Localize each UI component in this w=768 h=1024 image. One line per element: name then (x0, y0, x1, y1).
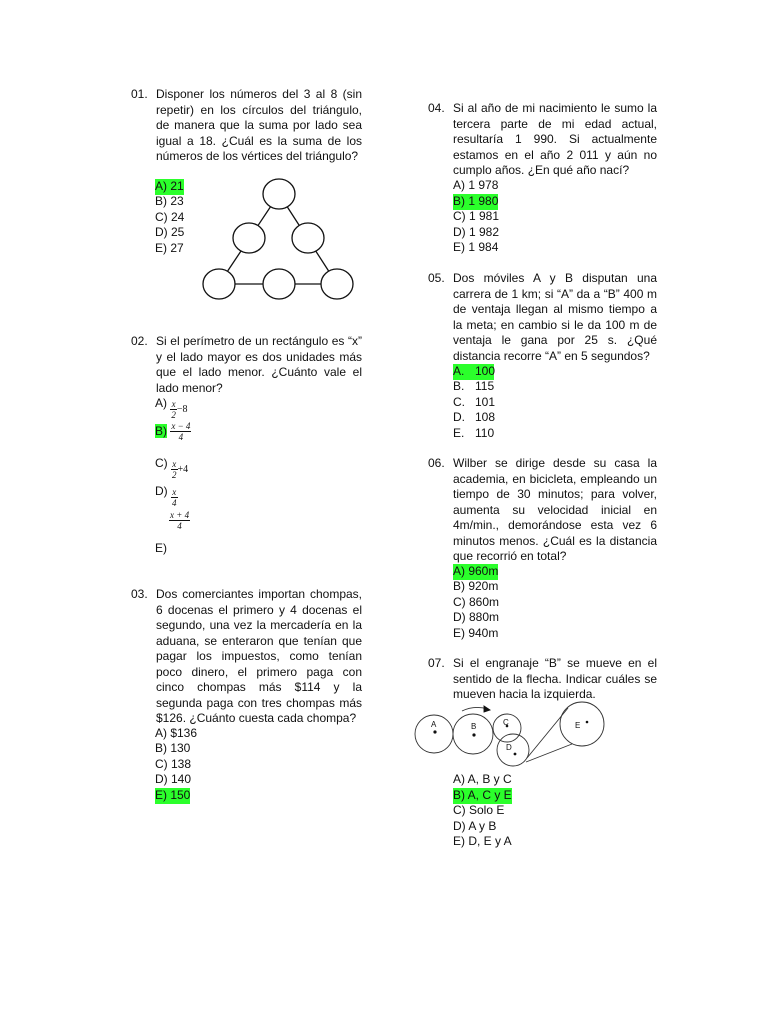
option-a[interactable] (453, 364, 494, 380)
option-d[interactable]: D) 25 (155, 225, 185, 239)
option-c[interactable]: C) 24 (155, 210, 185, 224)
fraction-numerator: x (171, 399, 176, 409)
question-number: 01. (131, 87, 148, 101)
option-expression (170, 399, 187, 420)
circle-bottom-right (321, 269, 353, 299)
question-text: Disponer los números del 3 al 8 (sin repetir) en los círculos del triángulo, de manera que la suma por lado sea igual a 18. ¿Cuál es la suma de los números de los vértices del triángulo? (156, 87, 362, 163)
question-number: 03. (131, 587, 148, 601)
question-5 (428, 271, 660, 365)
fraction-denominator: 2 (171, 410, 176, 420)
option-value: 115 (475, 379, 495, 393)
option-e[interactable]: E) 1 984 (453, 240, 499, 254)
option-c[interactable] (155, 456, 188, 480)
option-label: A) (155, 396, 167, 411)
option-b[interactable]: B) 920m (453, 579, 499, 593)
fraction-numerator: x − 4 (171, 421, 191, 431)
question-number: 07. (428, 656, 445, 670)
fraction-numerator: x (172, 459, 177, 469)
option-label: D) (155, 484, 168, 499)
gear-label-a: A (431, 720, 437, 729)
question-2 (131, 334, 363, 396)
option-label: C) (155, 456, 168, 471)
option-a[interactable]: A) A, B y C (453, 772, 512, 786)
question-7 (428, 656, 660, 704)
option-d[interactable] (155, 484, 178, 508)
option-a[interactable]: A) 960m (453, 564, 499, 578)
option-value: 108 (475, 410, 496, 424)
option-value: 110 (475, 426, 495, 440)
question-1 (131, 87, 363, 177)
option-label: E) (155, 541, 167, 555)
question-6 (428, 456, 660, 564)
option-b[interactable]: B) 23 (155, 194, 184, 208)
option-c[interactable]: C) 1 981 (453, 209, 500, 223)
question-text: Dos móviles A y B disputan una carrera de 1 km; si “A” da a “B” 400 m de ventaja llegan al mismo tiempo a la meta; en cambio si le da 100 m de ventaja le gana por 25 s. ¿Qué distancia recorre “A” en 5 segundos? (453, 271, 657, 363)
option-expression (169, 510, 190, 531)
question-number: 04. (428, 101, 445, 115)
gear-e (560, 702, 604, 746)
circle-top (263, 179, 295, 209)
option-label: B. (453, 379, 465, 393)
question-text: Wilber se dirige desde su casa la academia, en bicicleta, empleando un tiempo de 30 minutos; para volver, aumenta su velocidad inicial en 4m/min., demorándose esta vez 6 minutos menos. ¿Cuál es la distancia que recorrió en total? (453, 456, 657, 563)
question-3 (131, 587, 363, 727)
question-number: 02. (131, 334, 148, 348)
option-a[interactable]: A) $136 (155, 726, 198, 740)
option-d[interactable]: D) 1 982 (453, 225, 500, 239)
option-label: C. (453, 395, 465, 409)
circle-bottom-mid (263, 269, 295, 299)
gear-label-e: E (575, 721, 581, 730)
option-label: E. (453, 426, 465, 440)
fraction-denominator: 4 (172, 498, 177, 508)
option-b[interactable]: B) 130 (155, 741, 191, 755)
option-c[interactable]: C) 860m (453, 595, 500, 609)
fraction-numerator: x + 4 (170, 510, 190, 520)
option-e[interactable]: E) 940m (453, 626, 499, 640)
option-label: D. (453, 410, 465, 424)
fraction-denominator: 2 (172, 470, 177, 480)
gear-label-c: C (503, 718, 509, 727)
option-b[interactable] (453, 379, 495, 395)
question-4 (428, 101, 660, 179)
option-b[interactable]: B) 1 980 (453, 194, 499, 208)
option-e[interactable]: E) 150 (155, 788, 191, 802)
circle-left-mid (233, 223, 265, 253)
option-d[interactable]: D) 880m (453, 610, 500, 624)
gears-figure (414, 700, 614, 772)
option-expression (171, 487, 178, 508)
question-text: Si el perímetro de un rectángulo es “x” y el lado mayor es dos unidades más que el lado menor. ¿Cuánto vale el lado menor? (156, 334, 362, 395)
option-value: 100 (475, 364, 496, 378)
option-a[interactable]: A) 1 978 (453, 178, 499, 192)
fraction-suffix: +4 (177, 463, 189, 475)
question-text: Dos comerciantes importan chompas, 6 docenas el primero y 4 docenas el segundo, una vez la mercadería en la aduana, se enteraron que tenían que pagar los impuestos, como tenían poco dinero, el primero paga con cinco chompas más $114 y la segunda paga con tres chompas más $126. ¿Cuánto cuesta cada chompa? (156, 587, 362, 725)
option-b[interactable]: B) A, C y E (453, 788, 512, 802)
fraction-suffix: −8 (176, 403, 188, 415)
fraction-denominator: 4 (178, 432, 184, 442)
option-value: 101 (475, 395, 496, 409)
option-e[interactable] (453, 426, 495, 442)
question-number: 05. (428, 271, 445, 285)
option-a[interactable]: A) 21 (155, 179, 184, 193)
option-a[interactable] (155, 396, 187, 420)
option-expression (170, 421, 191, 442)
option-label: A. (453, 364, 465, 378)
circle-right-mid (292, 223, 324, 253)
gear-label-d: D (506, 743, 512, 752)
gear-label-b: B (471, 722, 477, 731)
option-c[interactable]: C) 138 (155, 757, 192, 771)
option-d[interactable]: D) 140 (155, 772, 192, 786)
option-e[interactable]: E) 27 (155, 241, 184, 255)
option-d[interactable] (453, 410, 496, 426)
fraction-numerator: x (172, 487, 177, 497)
option-b[interactable] (155, 421, 191, 448)
option-d[interactable]: D) A y B (453, 819, 497, 833)
circle-bottom-left (203, 269, 235, 299)
triangle-circles-figure (200, 174, 356, 306)
question-number: 06. (428, 456, 445, 470)
fraction-denominator: 4 (177, 521, 182, 531)
question-text: Si el engranaje “B” se mueve en el sentido de la flecha. Indicar cuáles se mueven hacia la izquierda. (453, 656, 657, 701)
option-label: B) (155, 424, 167, 439)
option-c[interactable]: C) Solo E (453, 803, 505, 817)
option-e[interactable]: E) D, E y A (453, 834, 512, 848)
question-text: Si al año de mi nacimiento le sumo la tercera parte de mi edad actual, resultaría 1 990. Si actualmente estamos en el año 2 011 y aún no cumplo años. ¿En qué año nací? (453, 101, 657, 177)
option-c[interactable] (453, 395, 496, 411)
option-expression (171, 459, 188, 480)
gear-d (497, 734, 529, 766)
